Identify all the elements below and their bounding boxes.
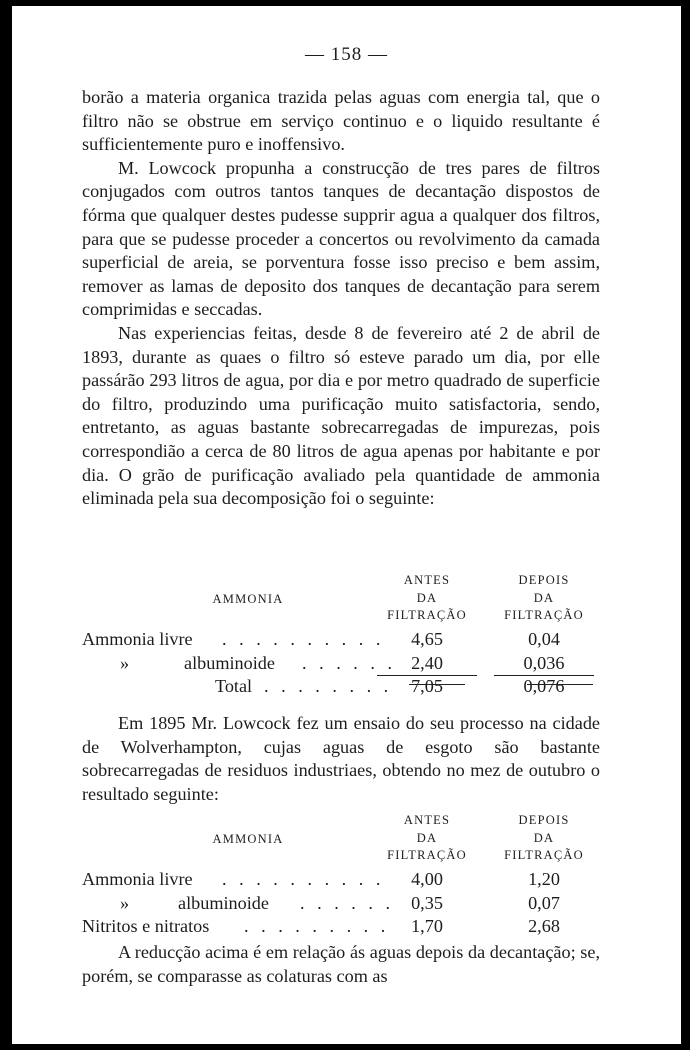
value-after: 2,68 <box>528 916 560 937</box>
table-row: Nitritos e nitratos . . . . . . . . . 1,70 2,68 <box>82 915 600 939</box>
value-before: 4,65 <box>411 629 443 649</box>
value-after: 0,07 <box>528 892 560 913</box>
paragraph: A reducção acima é em relação ás aguas depois da decantação; se, porém, se comparasse as colaturas com as <box>82 942 600 986</box>
text-block-1 <box>82 86 600 511</box>
value-after: 0,036 <box>494 652 594 677</box>
table-row-total: Total . . . . . . . . 7,05 0,076 <box>82 675 600 699</box>
value-before: 7,05 <box>411 676 443 697</box>
value-after: 0,04 <box>528 629 560 649</box>
text-block-3 <box>82 941 600 988</box>
sum-rule <box>527 684 593 685</box>
table-label: AMMONIA <box>212 592 284 606</box>
paragraph: borão a materia organica trazida pelas aguas com energia tal, que o filtro não se obstrue em serviço continuo e o liquido resultante é sufficientemente puro e inoffensivo. <box>82 87 600 155</box>
table-row: » albuminoide . . . . . . 2,40 0,036 <box>82 652 600 676</box>
table-row: » albuminoide . . . . . . 0,35 0,07 <box>82 892 600 916</box>
table-row: Ammonia livre . . . . . . . . . . 4,65 0,04 <box>82 628 600 652</box>
value-before: 1,70 <box>411 916 443 937</box>
text-block-2 <box>82 712 600 806</box>
value-before: 2,40 <box>377 652 477 677</box>
column-header-before: ANTES DA FILTRAÇÃO <box>387 813 467 862</box>
ammonia-table-1893 <box>82 572 600 699</box>
value-before: 4,00 <box>411 869 443 889</box>
table-label: AMMONIA <box>212 832 284 846</box>
value-before: 0,35 <box>411 892 443 913</box>
page-number: — 158 — <box>305 44 388 65</box>
column-header-after: DEPOIS DA FILTRAÇÃO <box>504 573 584 622</box>
sum-rule <box>409 684 465 685</box>
ditto-mark: » <box>120 652 130 673</box>
paragraph: M. Lowcock propunha a construcção de tres pares de filtros conjugados com outros tantos tanques de decantação dispostos de fórma que qualquer destes pudesse supprir agua a qualquer dos filtros, para que se pudesse proceder a concertos ou revolvimento da camada superficial de areia, se porventura fosse isso preciso e bem assim, remover as lamas de deposito dos tanques de decantação para serem comprimidas e seccadas. <box>82 157 600 320</box>
value-after: 0,076 <box>523 676 565 697</box>
column-header-before: ANTES DA FILTRAÇÃO <box>387 573 467 622</box>
book-page <box>12 6 681 1044</box>
ammonia-table-1895 <box>82 812 600 939</box>
value-after: 1,20 <box>528 869 560 889</box>
paragraph: Nas experiencias feitas, desde 8 de fevereiro até 2 de abril de 1893, durante as quaes o filtro só esteve parado um dia, por elle passárão 293 litros de agua, por dia e por metro quadrado de superficie do filtro, produzindo uma purificação muito satisfactoria, sendo, entretanto, as aguas bastante sobrecarregadas de impurezas, pois correspondião a cerca de 80 litros de agua apenas por habitante e por dia. O grão de purificação avaliado pela quantidade de ammonia eliminada pela sua decomposição foi o seguinte: <box>82 322 600 509</box>
table-row: Ammonia livre . . . . . . . . . . 4,00 1,20 <box>82 868 600 892</box>
column-header-after: DEPOIS DA FILTRAÇÃO <box>504 813 584 862</box>
paragraph: Em 1895 Mr. Lowcock fez um ensaio do seu processo na cidade de Wolverhampton, cujas aguas de esgoto são bastante sobrecarregadas de residuos industriaes, obtendo no mez de outubro o resultado seguinte: <box>82 713 600 804</box>
ditto-mark: » <box>120 892 130 913</box>
